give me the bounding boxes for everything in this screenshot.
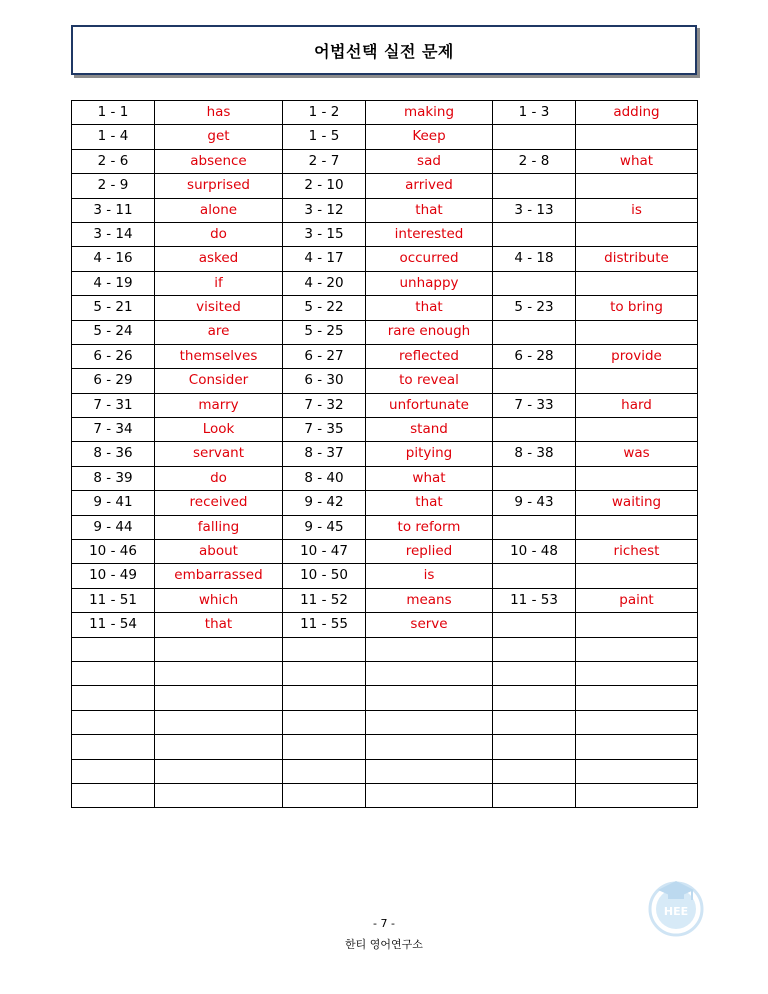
table-row xyxy=(72,613,698,637)
question-number-cell: 7 - 34 xyxy=(72,418,155,442)
question-number-cell xyxy=(72,686,155,710)
answer-cell xyxy=(576,369,698,393)
answer-cell xyxy=(366,783,493,807)
question-number-cell xyxy=(283,735,366,759)
answer-cell: what xyxy=(576,149,698,173)
table-row xyxy=(72,418,698,442)
question-number-cell: 2 - 10 xyxy=(283,174,366,198)
answer-cell: to reform xyxy=(366,515,493,539)
question-number-cell: 4 - 18 xyxy=(493,247,576,271)
answer-cell: pitying xyxy=(366,442,493,466)
question-number-cell: 9 - 43 xyxy=(493,491,576,515)
answer-cell: received xyxy=(155,491,283,515)
question-number-cell: 5 - 23 xyxy=(493,296,576,320)
table-row xyxy=(72,661,698,685)
question-number-cell: 6 - 27 xyxy=(283,344,366,368)
answer-cell: do xyxy=(155,466,283,490)
table-row xyxy=(72,466,698,490)
answer-cell: replied xyxy=(366,540,493,564)
answer-cell: paint xyxy=(576,588,698,612)
answer-cell xyxy=(576,783,698,807)
answer-cell xyxy=(155,759,283,783)
question-number-cell: 7 - 31 xyxy=(72,393,155,417)
table-row xyxy=(72,296,698,320)
question-number-cell: 5 - 24 xyxy=(72,320,155,344)
answer-cell: waiting xyxy=(576,491,698,515)
answer-cell: to bring xyxy=(576,296,698,320)
question-number-cell: 8 - 36 xyxy=(72,442,155,466)
table-row xyxy=(72,369,698,393)
question-number-cell xyxy=(283,637,366,661)
table-row xyxy=(72,125,698,149)
answer-cell xyxy=(366,686,493,710)
answer-cell: do xyxy=(155,222,283,246)
question-number-cell xyxy=(72,661,155,685)
answer-cell: falling xyxy=(155,515,283,539)
question-number-cell: 3 - 14 xyxy=(72,222,155,246)
answer-cell: if xyxy=(155,271,283,295)
question-number-cell xyxy=(283,661,366,685)
question-number-cell xyxy=(283,759,366,783)
answer-cell: is xyxy=(366,564,493,588)
answer-cell xyxy=(155,661,283,685)
answer-cell xyxy=(155,710,283,734)
answer-cell: visited xyxy=(155,296,283,320)
question-number-cell: 3 - 11 xyxy=(72,198,155,222)
answer-cell: that xyxy=(155,613,283,637)
question-number-cell: 5 - 21 xyxy=(72,296,155,320)
question-number-cell: 2 - 8 xyxy=(493,149,576,173)
question-number-cell xyxy=(493,759,576,783)
question-number-cell: 3 - 15 xyxy=(283,222,366,246)
question-number-cell: 7 - 32 xyxy=(283,393,366,417)
answer-cell: Consider xyxy=(155,369,283,393)
question-number-cell xyxy=(493,466,576,490)
question-number-cell xyxy=(493,125,576,149)
answer-cell xyxy=(576,515,698,539)
question-number-cell: 9 - 42 xyxy=(283,491,366,515)
answer-cell: occurred xyxy=(366,247,493,271)
question-number-cell: 6 - 30 xyxy=(283,369,366,393)
answer-cell xyxy=(576,564,698,588)
question-number-cell xyxy=(493,515,576,539)
table-row xyxy=(72,515,698,539)
answer-cell xyxy=(366,661,493,685)
answer-cell: that xyxy=(366,491,493,515)
table-row xyxy=(72,271,698,295)
table-row xyxy=(72,540,698,564)
question-number-cell: 1 - 2 xyxy=(283,101,366,125)
answer-cell: embarrassed xyxy=(155,564,283,588)
table-row xyxy=(72,491,698,515)
question-number-cell: 6 - 26 xyxy=(72,344,155,368)
question-number-cell: 1 - 3 xyxy=(493,101,576,125)
answer-cell: has xyxy=(155,101,283,125)
answer-cell: alone xyxy=(155,198,283,222)
answer-cell: is xyxy=(576,198,698,222)
answer-cell: surprised xyxy=(155,174,283,198)
logo-text: HEE xyxy=(663,905,689,918)
answer-cell: themselves xyxy=(155,344,283,368)
question-number-cell xyxy=(493,320,576,344)
page-number: - 7 - xyxy=(373,917,395,930)
answer-table xyxy=(71,100,698,808)
answer-cell xyxy=(576,222,698,246)
question-number-cell: 5 - 25 xyxy=(283,320,366,344)
answer-cell xyxy=(576,759,698,783)
question-number-cell xyxy=(493,637,576,661)
table-row xyxy=(72,149,698,173)
table-row xyxy=(72,588,698,612)
question-number-cell: 7 - 33 xyxy=(493,393,576,417)
answer-cell: sad xyxy=(366,149,493,173)
answer-cell: that xyxy=(366,198,493,222)
question-number-cell: 8 - 38 xyxy=(493,442,576,466)
table-row xyxy=(72,637,698,661)
table-row xyxy=(72,393,698,417)
question-number-cell xyxy=(493,661,576,685)
answer-cell: was xyxy=(576,442,698,466)
answer-cell: which xyxy=(155,588,283,612)
answer-cell: absence xyxy=(155,149,283,173)
question-number-cell: 7 - 35 xyxy=(283,418,366,442)
table-row xyxy=(72,222,698,246)
answer-cell: richest xyxy=(576,540,698,564)
table-row xyxy=(72,442,698,466)
answer-cell xyxy=(576,418,698,442)
answer-cell xyxy=(155,637,283,661)
table-row xyxy=(72,759,698,783)
question-number-cell: 1 - 1 xyxy=(72,101,155,125)
question-number-cell xyxy=(493,710,576,734)
answer-cell: get xyxy=(155,125,283,149)
question-number-cell: 4 - 17 xyxy=(283,247,366,271)
answer-cell: distribute xyxy=(576,247,698,271)
answer-cell xyxy=(576,466,698,490)
question-number-cell: 6 - 28 xyxy=(493,344,576,368)
question-number-cell: 11 - 55 xyxy=(283,613,366,637)
table-row xyxy=(72,101,698,125)
page-title: 어법선택 실전 문제 xyxy=(71,25,697,75)
answer-cell: about xyxy=(155,540,283,564)
question-number-cell: 9 - 41 xyxy=(72,491,155,515)
question-number-cell: 2 - 9 xyxy=(72,174,155,198)
answer-cell xyxy=(576,125,698,149)
answer-cell xyxy=(576,271,698,295)
question-number-cell: 9 - 45 xyxy=(283,515,366,539)
question-number-cell: 11 - 54 xyxy=(72,613,155,637)
question-number-cell: 5 - 22 xyxy=(283,296,366,320)
table-row xyxy=(72,783,698,807)
question-number-cell: 11 - 53 xyxy=(493,588,576,612)
question-number-cell: 10 - 46 xyxy=(72,540,155,564)
answer-cell: what xyxy=(366,466,493,490)
question-number-cell xyxy=(493,783,576,807)
table-row xyxy=(72,710,698,734)
answer-cell: hard xyxy=(576,393,698,417)
question-number-cell xyxy=(493,418,576,442)
answer-cell xyxy=(366,637,493,661)
question-number-cell xyxy=(72,637,155,661)
answer-cell: provide xyxy=(576,344,698,368)
answer-cell: that xyxy=(366,296,493,320)
table-row xyxy=(72,320,698,344)
answer-cell xyxy=(155,686,283,710)
table-row xyxy=(72,564,698,588)
answer-cell: marry xyxy=(155,393,283,417)
question-number-cell xyxy=(493,735,576,759)
question-number-cell xyxy=(72,759,155,783)
answer-cell: unhappy xyxy=(366,271,493,295)
question-number-cell xyxy=(72,783,155,807)
answer-cell: Keep xyxy=(366,125,493,149)
answer-cell xyxy=(576,637,698,661)
answer-cell xyxy=(576,320,698,344)
publisher-name: 한티 영어연구소 xyxy=(345,938,423,951)
answer-cell: reflected xyxy=(366,344,493,368)
question-number-cell: 10 - 48 xyxy=(493,540,576,564)
answer-cell xyxy=(576,613,698,637)
answer-cell: interested xyxy=(366,222,493,246)
answer-cell xyxy=(155,783,283,807)
table-row xyxy=(72,735,698,759)
answer-cell: Look xyxy=(155,418,283,442)
answer-cell xyxy=(366,710,493,734)
question-number-cell: 10 - 49 xyxy=(72,564,155,588)
table-row xyxy=(72,174,698,198)
question-number-cell: 8 - 39 xyxy=(72,466,155,490)
question-number-cell xyxy=(493,174,576,198)
answer-cell: rare enough xyxy=(366,320,493,344)
answer-cell: making xyxy=(366,101,493,125)
table-row xyxy=(72,198,698,222)
question-number-cell: 2 - 7 xyxy=(283,149,366,173)
question-number-cell: 10 - 50 xyxy=(283,564,366,588)
answer-cell: asked xyxy=(155,247,283,271)
question-number-cell: 9 - 44 xyxy=(72,515,155,539)
table-row xyxy=(72,344,698,368)
question-number-cell xyxy=(493,369,576,393)
answer-cell: to reveal xyxy=(366,369,493,393)
question-number-cell: 10 - 47 xyxy=(283,540,366,564)
answer-cell: servant xyxy=(155,442,283,466)
question-number-cell xyxy=(283,783,366,807)
answer-cell xyxy=(576,735,698,759)
question-number-cell xyxy=(72,710,155,734)
question-number-cell: 4 - 20 xyxy=(283,271,366,295)
answer-cell xyxy=(576,661,698,685)
question-number-cell xyxy=(493,564,576,588)
question-number-cell: 8 - 37 xyxy=(283,442,366,466)
question-number-cell: 11 - 52 xyxy=(283,588,366,612)
answer-cell: adding xyxy=(576,101,698,125)
table-row xyxy=(72,686,698,710)
answer-cell xyxy=(366,759,493,783)
question-number-cell: 1 - 4 xyxy=(72,125,155,149)
answer-cell: means xyxy=(366,588,493,612)
question-number-cell: 11 - 51 xyxy=(72,588,155,612)
answer-cell xyxy=(155,735,283,759)
question-number-cell: 2 - 6 xyxy=(72,149,155,173)
question-number-cell: 1 - 5 xyxy=(283,125,366,149)
answer-cell: unfortunate xyxy=(366,393,493,417)
question-number-cell: 4 - 19 xyxy=(72,271,155,295)
answer-cell xyxy=(366,735,493,759)
answer-cell xyxy=(576,686,698,710)
question-number-cell xyxy=(493,613,576,637)
question-number-cell: 4 - 16 xyxy=(72,247,155,271)
question-number-cell xyxy=(493,222,576,246)
graduation-cap-logo-icon xyxy=(646,876,706,938)
question-number-cell xyxy=(283,686,366,710)
question-number-cell xyxy=(72,735,155,759)
answer-cell: are xyxy=(155,320,283,344)
answer-cell: stand xyxy=(366,418,493,442)
question-number-cell xyxy=(493,686,576,710)
question-number-cell xyxy=(283,710,366,734)
question-number-cell xyxy=(493,271,576,295)
question-number-cell: 6 - 29 xyxy=(72,369,155,393)
question-number-cell: 3 - 13 xyxy=(493,198,576,222)
question-number-cell: 8 - 40 xyxy=(283,466,366,490)
table-row xyxy=(72,247,698,271)
answer-cell xyxy=(576,174,698,198)
answer-cell xyxy=(576,710,698,734)
answer-cell: arrived xyxy=(366,174,493,198)
answer-cell: serve xyxy=(366,613,493,637)
question-number-cell: 3 - 12 xyxy=(283,198,366,222)
